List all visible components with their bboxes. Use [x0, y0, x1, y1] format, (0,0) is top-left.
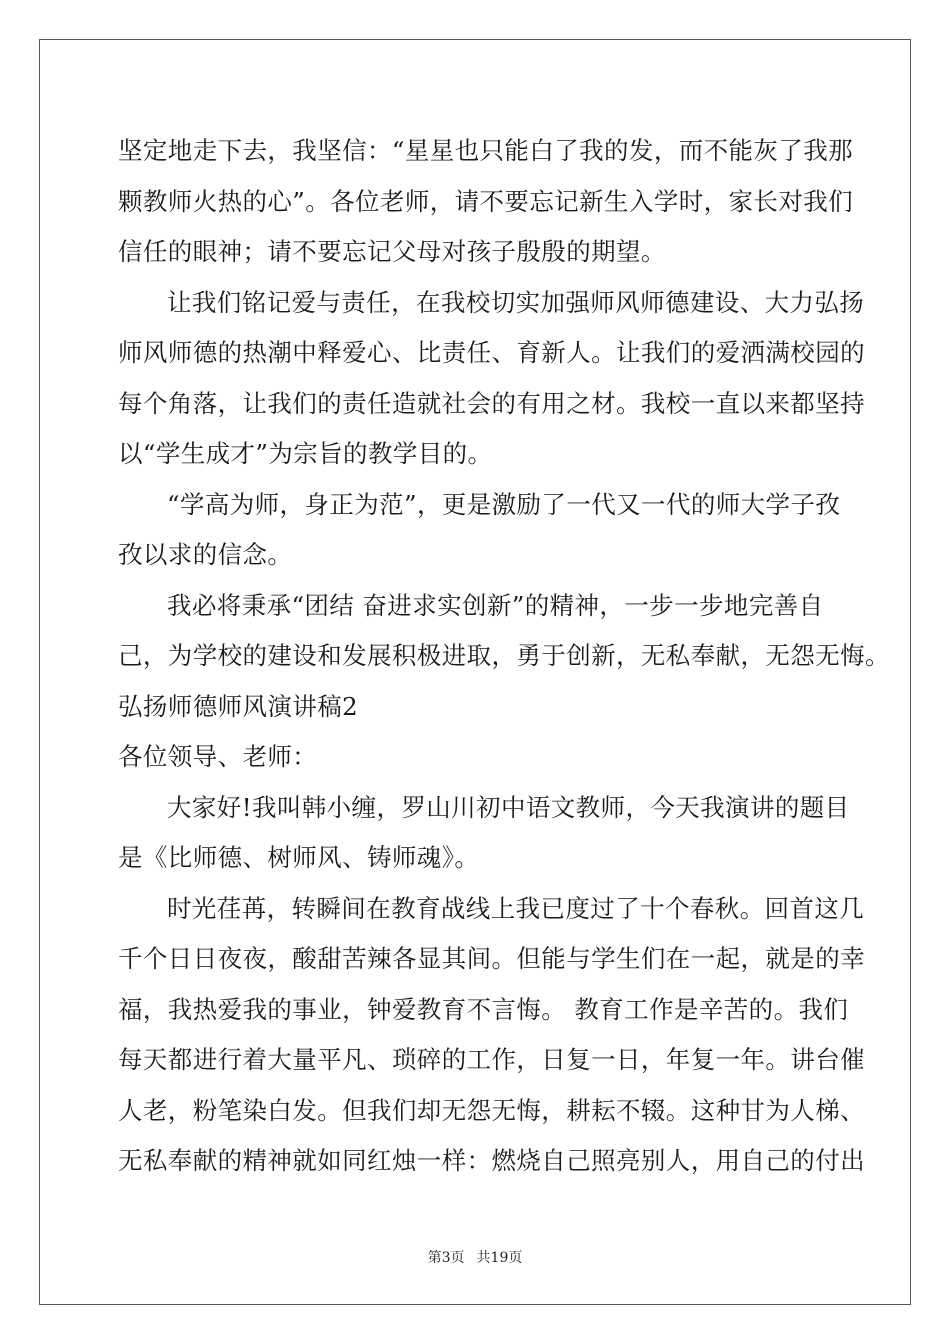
text-line: 每天都进行着大量平凡、琐碎的工作，日复一日，年复一年。讲台催 — [118, 1045, 865, 1074]
text-line: 是《比师德、树师风、铸师魂》。 — [118, 843, 480, 872]
document-body — [118, 126, 890, 1187]
page-number: 第3页 — [427, 1250, 465, 1266]
text-line: 我必将秉承“团结 奋进求实创新”的精神，一步一步地完善自 — [167, 590, 824, 620]
text-line: 孜以求的信念。 — [118, 540, 293, 569]
text-line: 师风师德的热潮中释爱心、比责任、育新人。让我们的爱洒满校园的 — [118, 338, 865, 367]
text-line: 信任的眼神；请不要忘记父母对孩子殷殷的期望。 — [118, 237, 666, 266]
section-heading: 弘扬师德师风演讲稿2 — [118, 691, 359, 721]
text-line: 坚定地走下去，我坚信：“星星也只能白了我的发，而不能灰了我那 — [118, 136, 854, 165]
text-line: 无私奉献的精神就如同红烛一样：燃烧自己照亮别人，用自己的付出 — [118, 1146, 865, 1175]
text-line: 颗教师火热的心”。各位老师，请不要忘记新生入学时，家长对我们 — [118, 186, 854, 216]
text-line: 让我们铭记爱与责任，在我校切实加强师风师德建设、大力弘扬 — [167, 287, 865, 317]
text-line: 时光荏苒，转瞬间在教育战线上我已度过了十个春秋。回首这几 — [167, 893, 865, 923]
text-line: 大家好!我叫韩小缠，罗山川初中语文教师，今天我演讲的题目 — [167, 792, 850, 822]
text-line: 己，为学校的建设和发展积极进取，勇于创新，无私奉献，无怨无悔。 — [118, 641, 890, 670]
page-footer — [0, 1247, 950, 1267]
salutation: 各位领导、老师： — [118, 742, 318, 771]
text-line: 人老，粉笔染白发。但我们却无怨无悔，耕耘不辍。这种甘为人梯、 — [118, 1095, 865, 1125]
text-line: 每个角落，让我们的责任造就社会的有用之材。我校一直以来都坚持 — [118, 388, 865, 418]
text-line: 千个日日夜夜，酸甜苦辣各显其间。但能与学生们在一起，就是的幸 — [118, 944, 865, 973]
text-line: 福，我热爱我的事业，钟爱教育不言悔。 教育工作是辛苦的。我们 — [118, 994, 849, 1024]
text-line: 以“学生成才”为宗旨的教学目的。 — [118, 439, 493, 468]
text-line: “学高为师，身正为范”，更是激励了一代又一代的师大学子孜 — [167, 489, 841, 519]
page-total: 共19页 — [476, 1250, 523, 1266]
